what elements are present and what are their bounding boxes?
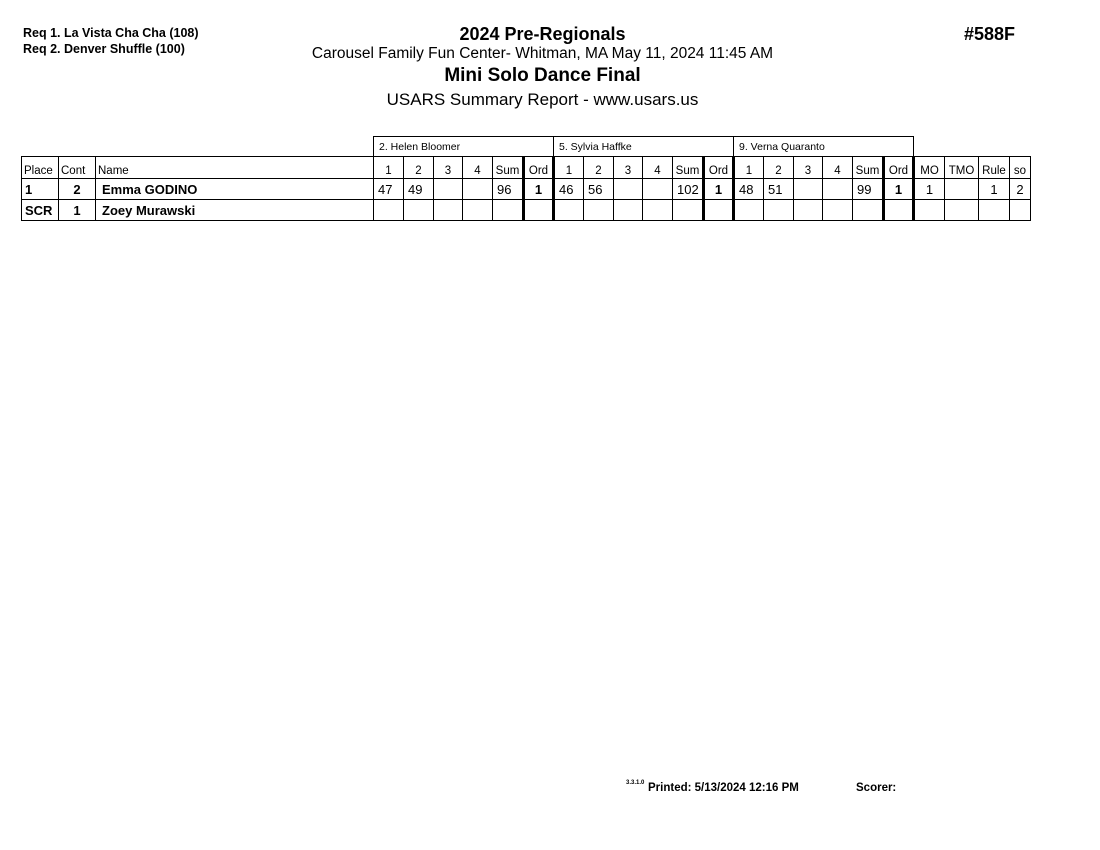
- judge-2-name: 5. Sylvia Haffke: [554, 137, 734, 157]
- cell-j2-score-1: [554, 200, 584, 221]
- col-j2-score-3: 3: [614, 157, 643, 179]
- cell-j1-sum: 96: [493, 179, 524, 200]
- results-table: [21, 136, 1031, 221]
- cell-j2-ord: [704, 200, 734, 221]
- cell-j1-score-1: [374, 200, 404, 221]
- cell-j2-sum: 102: [673, 179, 704, 200]
- col-j1-score-1: 1: [374, 157, 404, 179]
- cell-j1-score-4: [463, 179, 493, 200]
- cell-place: 1: [22, 179, 59, 200]
- cell-so: 2: [1010, 179, 1031, 200]
- cell-tmo: [945, 179, 979, 200]
- cell-j2-score-2: [584, 200, 614, 221]
- table-row: [22, 200, 1031, 221]
- cell-j3-score-4: [823, 179, 853, 200]
- printed-timestamp: Printed: 5/13/2024 12:16 PM: [648, 782, 799, 794]
- competition-title: 2024 Pre-Regionals: [459, 24, 626, 44]
- cell-j1-ord: 1: [524, 179, 554, 200]
- event-title: Mini Solo Dance Final: [444, 65, 641, 86]
- cell-rule: [979, 200, 1010, 221]
- cell-j3-score-1: [734, 200, 764, 221]
- cell-place: SCR: [22, 200, 59, 221]
- cell-j2-sum: [673, 200, 704, 221]
- col-j1-score-4: 4: [463, 157, 493, 179]
- col-j1-sum: Sum: [493, 157, 524, 179]
- judge-1-name: 2. Helen Bloomer: [374, 137, 554, 157]
- col-tmo: TMO: [945, 157, 979, 179]
- cell-rule: 1: [979, 179, 1010, 200]
- cell-cont: 1: [59, 200, 96, 221]
- col-j3-score-2: 2: [764, 157, 794, 179]
- col-j2-score-1: 1: [554, 157, 584, 179]
- col-j2-score-2: 2: [584, 157, 614, 179]
- cell-j3-score-1: 48: [734, 179, 764, 200]
- col-j3-sum: Sum: [853, 157, 884, 179]
- cell-j3-sum: 99: [853, 179, 884, 200]
- cell-j1-score-3: [434, 179, 463, 200]
- cell-mo: 1: [914, 179, 945, 200]
- col-j3-score-4: 4: [823, 157, 853, 179]
- venue-datetime: Carousel Family Fun Center- Whitman, MA May 11, 2024 11:45 AM: [311, 45, 774, 62]
- cell-j1-score-2: [404, 200, 434, 221]
- col-j2-score-4: 4: [643, 157, 673, 179]
- table-row: [22, 179, 1031, 200]
- col-j3-score-1: 1: [734, 157, 764, 179]
- cell-j1-score-2: 49: [404, 179, 434, 200]
- event-code: #588F: [964, 24, 1016, 44]
- col-j1-ord: Ord: [524, 157, 554, 179]
- col-so: so: [1010, 157, 1031, 179]
- col-j2-sum: Sum: [673, 157, 704, 179]
- col-j2-ord: Ord: [704, 157, 734, 179]
- cell-j3-score-3: [794, 200, 823, 221]
- cell-j3-ord: 1: [884, 179, 914, 200]
- cell-j3-score-2: [764, 200, 794, 221]
- judges-row: [22, 137, 1031, 157]
- cell-j1-ord: [524, 200, 554, 221]
- cell-j2-score-1: 46: [554, 179, 584, 200]
- cell-j2-score-2: 56: [584, 179, 614, 200]
- cell-so: [1010, 200, 1031, 221]
- cell-cont: 2: [59, 179, 96, 200]
- cell-j1-score-1: 47: [374, 179, 404, 200]
- cell-j2-score-3: [614, 200, 643, 221]
- cell-j2-score-4: [643, 200, 673, 221]
- header-row: [22, 157, 1031, 179]
- col-place: Place: [22, 157, 59, 179]
- request-1: Req 1. La Vista Cha Cha (108): [23, 26, 199, 40]
- cell-j3-score-3: [794, 179, 823, 200]
- cell-j2-ord: 1: [704, 179, 734, 200]
- col-j1-score-3: 3: [434, 157, 463, 179]
- cell-mo: [914, 200, 945, 221]
- judge-3-name: 9. Verna Quaranto: [734, 137, 914, 157]
- cell-j3-score-2: 51: [764, 179, 794, 200]
- col-j3-score-3: 3: [794, 157, 823, 179]
- software-version: 3.3.1.0: [626, 780, 645, 786]
- report-title: USARS Summary Report - www.usars.us: [386, 90, 699, 109]
- cell-j3-sum: [853, 200, 884, 221]
- cell-tmo: [945, 200, 979, 221]
- cell-j2-score-3: [614, 179, 643, 200]
- col-j3-ord: Ord: [884, 157, 914, 179]
- cell-j1-score-4: [463, 200, 493, 221]
- col-rule: Rule: [979, 157, 1010, 179]
- col-cont: Cont: [59, 157, 96, 179]
- cell-j3-score-4: [823, 200, 853, 221]
- scorer-label: Scorer:: [856, 782, 897, 794]
- col-name: Name: [96, 157, 374, 179]
- cell-j1-sum: [493, 200, 524, 221]
- cell-j1-score-3: [434, 200, 463, 221]
- request-2: Req 2. Denver Shuffle (100): [23, 42, 185, 56]
- cell-name: Emma GODINO: [96, 179, 374, 200]
- cell-j2-score-4: [643, 179, 673, 200]
- col-mo: MO: [914, 157, 945, 179]
- cell-name: Zoey Murawski: [96, 200, 374, 221]
- cell-j3-ord: [884, 200, 914, 221]
- col-j1-score-2: 2: [404, 157, 434, 179]
